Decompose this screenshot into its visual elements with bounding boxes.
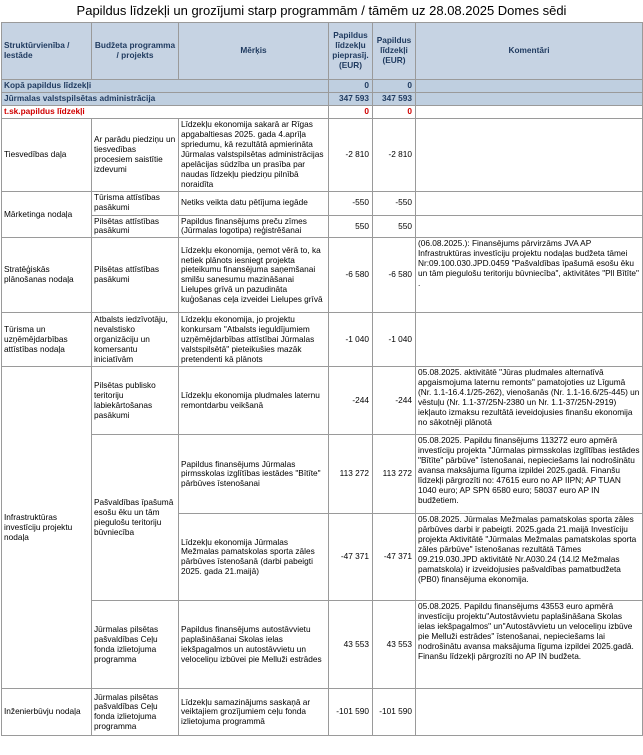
row-purpose: Netiks veikta datu pētījuma iegāde (179, 191, 329, 215)
row-requested: 43 553 (329, 601, 373, 689)
additional-funds-label: t.sk.papildus līdzekļi (2, 105, 329, 118)
row-comment (416, 118, 643, 191)
header-comments: Komentāri (416, 23, 643, 80)
row-amount: -6 580 (373, 238, 416, 313)
row-amount: -101 590 (373, 689, 416, 736)
admin-label: Jūrmalas valstspilsētas administrācija (2, 92, 329, 105)
row-requested: -1 040 (329, 313, 373, 367)
row-amount: -47 371 (373, 514, 416, 601)
header-unit: Struktūrvienība / Iestāde (2, 23, 92, 80)
table-row (2, 313, 643, 367)
row-program: Pilsētas attīstības pasākumi (92, 215, 179, 238)
total-row (2, 80, 643, 93)
row-comment (416, 313, 643, 367)
row-comment: 05.08.2025. Papildu finansējums 43553 euro apmērā investīciju projektu"Autostāvvietu paplašināšana Skolas ielas iekšpagalmos" un"Autostāvvietu un veloceliņu izbūve pie Melluži estrādes" īstenošanai, nepieciešams lai nodrošinātu avansa maksājuma līguma izpildei 2025.gadā. Finanšu līdzekļi pārgrozīti no AP IN budžeta. (416, 601, 643, 689)
row-program: Pašvaldības īpašumā esošu ēku un tām piegulošu teritoriju būvniecība (92, 435, 179, 601)
row-comment (416, 191, 643, 215)
admin-row (2, 92, 643, 105)
additional-funds-requested: 0 (329, 105, 373, 118)
admin-requested: 347 593 (329, 92, 373, 105)
row-amount: 43 553 (373, 601, 416, 689)
row-requested: 113 272 (329, 435, 373, 514)
row-amount: -1 040 (373, 313, 416, 367)
row-unit: Infrastruktūras investīciju projektu nodaļa (2, 367, 92, 689)
row-comment: 05.08.2025. Papildu finansējums 113272 euro apmērā investīciju projekta "Jūrmalas pirmsskolas izglītības iestādes "Bītīte" pārbūve" īstenošanai, nepieciešams lai nodrošinātu avansa maksājuma līguma izpildei 2025.gadā. Finanšu līdzekļi pārgrozīti no: 47615 euro no AP IIPN; AP TUAN 1040 euro; AP SPN 6580 euro; 58037 euro AP IN budžetiem. (416, 435, 643, 514)
total-requested: 0 (329, 80, 373, 93)
row-unit: Inženierbūvju nodaļa (2, 689, 92, 736)
table-row (2, 215, 643, 238)
row-purpose: Papildus finansējums autostāvvietu paplašināšanai Skolas ielas iekšpagalmos un autostāvvietu un veloceliņu izbūvei pie Melluži estrādes (179, 601, 329, 689)
row-program: Jūrmalas pilsētas pašvaldības Ceļu fonda izlietojuma programma (92, 689, 179, 736)
row-requested: -2 810 (329, 118, 373, 191)
additional-funds-amount: 0 (373, 105, 416, 118)
row-comment (416, 689, 643, 736)
row-unit: Tūrisma un uzņēmējdarbības attīstības nodaļa (2, 313, 92, 367)
row-amount: 550 (373, 215, 416, 238)
row-purpose: Līdzekļu ekonomija, ņemot vērā to, ka netiek plānots iesniegt projekta pieteikumu finansējuma saņemšanai smilšu sanesumu mazināšanai Lielupes grīvā un pazudināta kuģošanas ceļa izveidei Lielupes grīvā (179, 238, 329, 313)
header-program: Budžeta programma / projekts (92, 23, 179, 80)
admin-amount: 347 593 (373, 92, 416, 105)
table-row (2, 601, 643, 689)
row-requested: -101 590 (329, 689, 373, 736)
header-amount: Papildus līdzekļi (EUR) (373, 23, 416, 80)
row-unit: Mārketinga nodaļa (2, 191, 92, 238)
row-program: Pilsētas attīstības pasākumi (92, 238, 179, 313)
table-row (2, 435, 643, 514)
row-comment: 05.08.2025. aktivitātē "Jūras pludmales alternatīvā apgaismojuma laternu remonts" pamatojoties uz Līgumā (Nr. 1.1-16.4.1/25-262), vienošanās (Nr. 1.1-16.6/25-445) un vēstuļu (Nr. 1.1-37/25N-2380 un Nr. 1.1-37/25N-2919) iekļauto izmaksu rezultātā ieveidojusies finanšu ekonomija no sākotnēji plānotā (416, 367, 643, 435)
row-requested: -244 (329, 367, 373, 435)
row-purpose: Līdzekļu ekonomija sakarā ar Rīgas apgabaltiesas 2025. gada 4.aprīļa spriedumu, kā rezultātā apmierināta Jūrmalas valstspilsētas administrācijas apelācijas sūdzība un prasība par naudas līdzekļu piedziņu pilnībā noraidīta (179, 118, 329, 191)
row-purpose: Līdzekļu ekonomija Jūrmalas Mežmalas pamatskolas sporta zāles pārbūves īstenošanā (darbi pabeigti 2025. gada 21.maijā) (179, 514, 329, 601)
row-requested: -47 371 (329, 514, 373, 601)
table-row (2, 191, 643, 215)
row-amount: -244 (373, 367, 416, 435)
page-title: Papildus līdzekļi un grozījumi starp programmām / tāmēm uz 28.08.2025 Domes sēdi (76, 3, 567, 18)
row-purpose: Līdzekļu ekonomija pludmales laternu remontdarbu veikšanā (179, 367, 329, 435)
row-unit: Stratēģiskās plānošanas nodaļa (2, 238, 92, 313)
row-amount: -2 810 (373, 118, 416, 191)
row-unit: Tiesvedības daļa (2, 118, 92, 191)
table-row (2, 689, 643, 736)
row-comment: 05.08.2025. Jūrmalas Mežmalas pamatskolas sporta zāles pārbūves darbi ir pabeigti. 2025.gada 21.maijā Investīciju projekta Aktivitātē "Jūrmalas Mežmalas pamatskolas sporta zāles pārbūve" īstenošanas rezultātā Tāmes 09.219.030.JPD aktivitātē Nr.A030.24 (14.l2 Mežmalas pamatskola) ir izveidojusies pašvaldības pamatbudžeta (PB0) finansējuma ekonomija. (416, 514, 643, 601)
total-label: Kopā papildus līdzekļi (2, 80, 329, 93)
table-row (2, 367, 643, 435)
additional-funds-row (2, 105, 643, 118)
row-program: Jūrmalas pilsētas pašvaldības Ceļu fonda izlietojuma programma (92, 601, 179, 689)
table-row (2, 238, 643, 313)
header-amount-requested: Papildus līdzekļu pieprasīj. (EUR) (329, 23, 373, 80)
row-comment (416, 215, 643, 238)
row-program: Pilsētas publisko teritoriju labiekārtošanas pasākumi (92, 367, 179, 435)
table-row (2, 118, 643, 191)
total-amount: 0 (373, 80, 416, 93)
row-program: Atbalsts iedzīvotāju, nevalstisko organizāciju un komersantu iniciatīvām (92, 313, 179, 367)
row-requested: -550 (329, 191, 373, 215)
row-purpose: Līdzekļu samazinājums saskaņā ar veiktajiem grozījumiem ceļu fonda izlietojuma programmā (179, 689, 329, 736)
row-purpose: Papildus finansējums preču zīmes (Jūrmalas logotipa) reģistrēšanai (179, 215, 329, 238)
budget-table (1, 22, 643, 736)
row-amount: -550 (373, 191, 416, 215)
row-comment: (06.08.2025.): Finansējums pārvirzāms JVA AP Infrastruktūras investīciju projektu nodaļas budžeta tāmei Nr:09.100.030.JPD.0459 "Pašvaldības īpašumā esošu ēku un tām piegulošu teritoriju būvniecība", aktivitātes "Pll Bītīte" . (416, 238, 643, 313)
header-row (2, 23, 643, 80)
header-purpose: Mērķis (179, 23, 329, 80)
row-program: Ar parādu piedziņu un tiesvedības procesiem saistītie izdevumi (92, 118, 179, 191)
row-program: Tūrisma attīstības pasākumi (92, 191, 179, 215)
row-requested: 550 (329, 215, 373, 238)
row-purpose: Papildus finansējums Jūrmalas pirmsskolas izglītības iestādes "Bītīte" pārbūves īstenošanai (179, 435, 329, 514)
row-requested: -6 580 (329, 238, 373, 313)
row-amount: 113 272 (373, 435, 416, 514)
row-purpose: Līdzekļu ekonomija, jo projektu konkursam "Atbalsts ieguldījumiem uzņēmējdarbības attīstībai Jūrmalas valstspilsētā" pieteikušies mazāk pretendenti kā plānots (179, 313, 329, 367)
